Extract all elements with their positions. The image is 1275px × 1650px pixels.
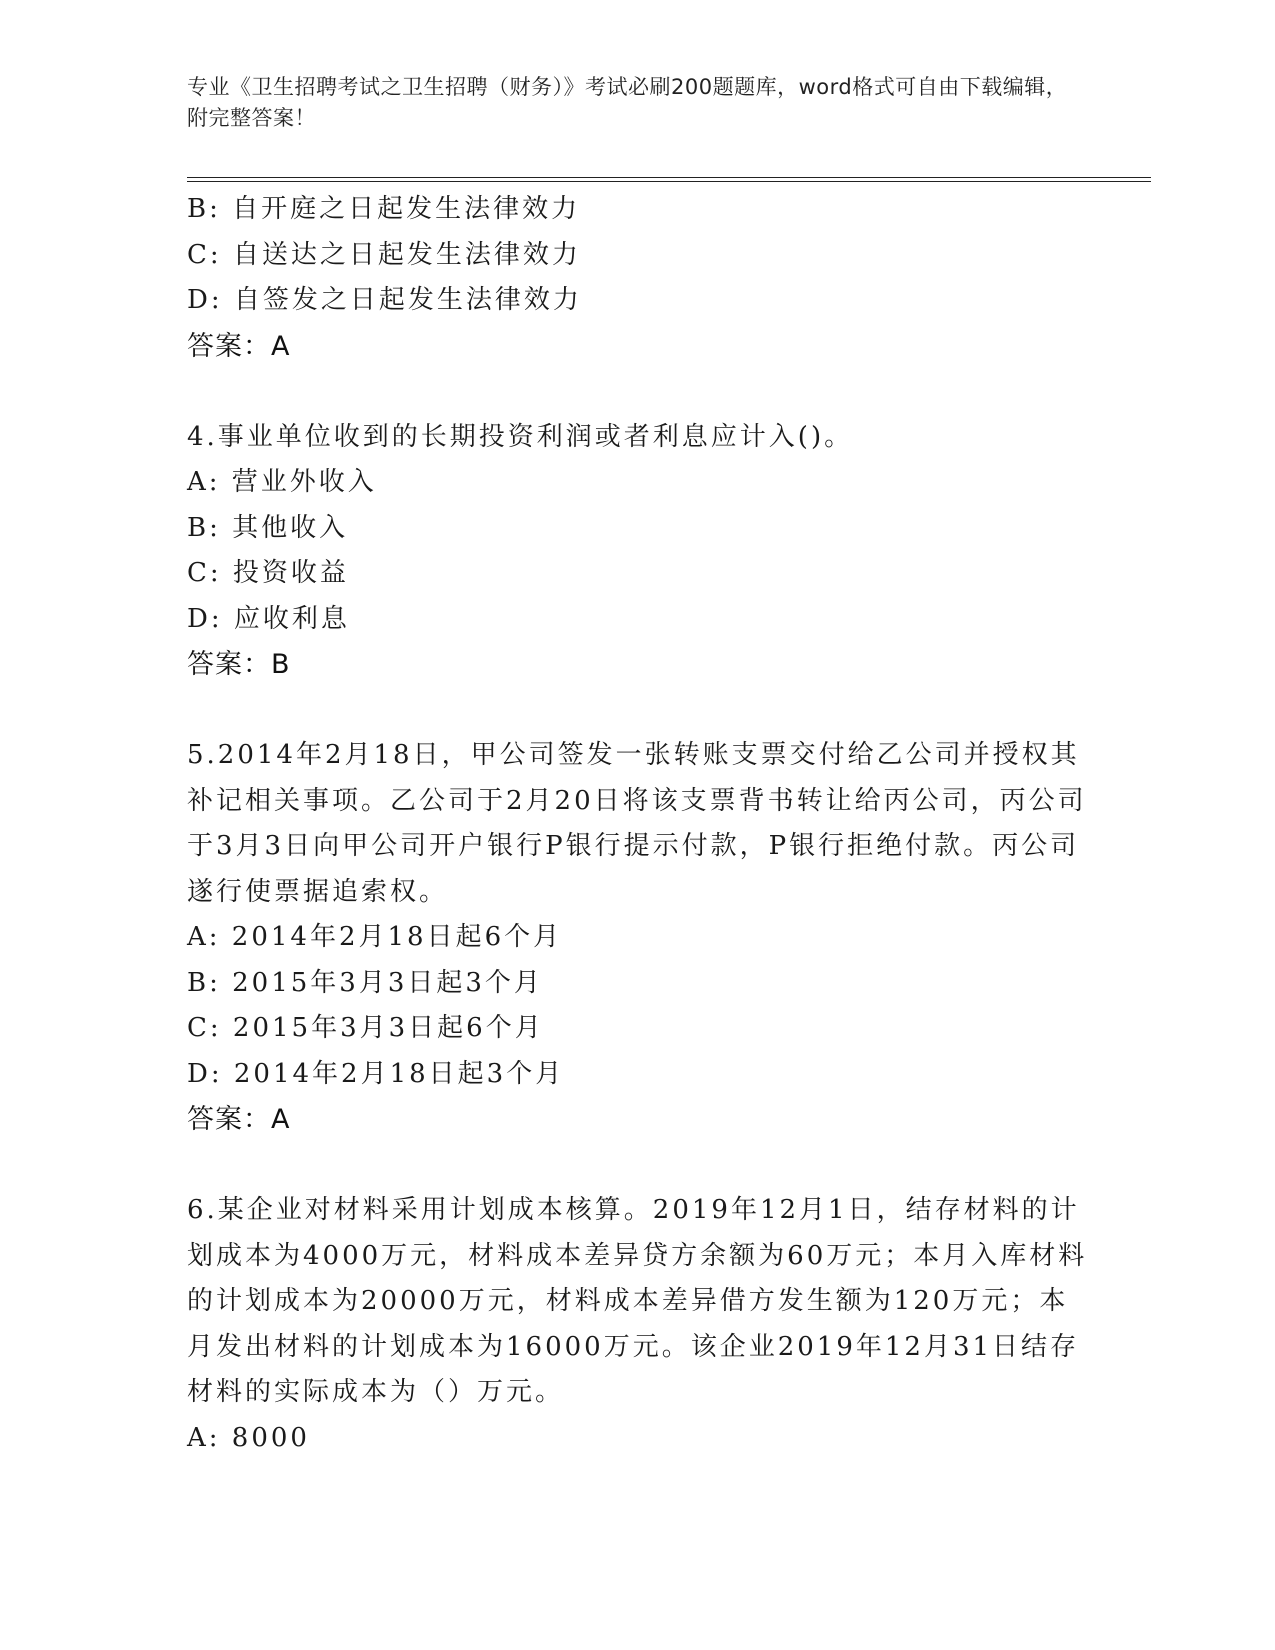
- option-a: A: 营业外收入: [187, 467, 377, 497]
- question-list: [187, 187, 1092, 1461]
- option-c: C: 2015年3月3日起6个月: [187, 1013, 544, 1043]
- answer: 答案：A: [187, 330, 291, 362]
- document-header: 专业《卫生招聘考试之卫生招聘（财务）》考试必刷200题题库，word格式可自由下载编辑，附完整答案！: [187, 75, 1068, 130]
- option-b: B: 自开庭之日起发生法律效力: [187, 194, 581, 224]
- option-c: C: 投资收益: [187, 558, 349, 588]
- option-d: D: 2014年2月18日起3个月: [187, 1058, 565, 1089]
- header-divider-top: [187, 177, 1151, 178]
- question-stem: 6.某企业对材料采用计划成本核算。2019年12月1日，结存材料的计划成本为4000万元，材料成本差异贷方余额为60万元；本月入库材料的计划成本为20000万元，材料成本差异借方发生额为120万元；本月发出材料的计划成本为16000万元。该企业2019年12月31日结存材料的实际成本为（）万元。: [187, 1195, 1088, 1407]
- question-5: [187, 733, 1092, 1143]
- question-6: [187, 1188, 1092, 1461]
- answer: 答案：A: [187, 1104, 291, 1135]
- question-stem: 4.事业单位收到的长期投资利润或者利息应计入()。: [187, 421, 854, 452]
- spacer: [187, 688, 1092, 734]
- option-c: C: 自送达之日起发生法律效力: [187, 239, 581, 270]
- option-b: B: 其他收入: [187, 512, 349, 543]
- spacer: [187, 369, 1092, 415]
- option-b: B: 2015年3月3日起3个月: [187, 967, 543, 998]
- question-3: [187, 187, 1092, 369]
- header-divider-bottom: [187, 181, 1151, 182]
- option-a: A: 2014年2月18日起6个月: [187, 922, 563, 952]
- option-a: A: 8000: [187, 1422, 310, 1453]
- option-d: D: 自签发之日起发生法律效力: [187, 285, 582, 315]
- question-4: [187, 415, 1092, 688]
- question-stem: 5.2014年2月18日，甲公司签发一张转账支票交付给乙公司并授权其补记相关事项。乙公司于2月20日将该支票背书转让给丙公司，丙公司于3月3日向甲公司开户银行P银行提示付款，P银行拒绝付款。丙公司遂行使票据追索权。: [187, 740, 1087, 907]
- option-d: D: 应收利息: [187, 603, 350, 634]
- spacer: [187, 1143, 1092, 1189]
- answer: 答案：B: [187, 649, 291, 680]
